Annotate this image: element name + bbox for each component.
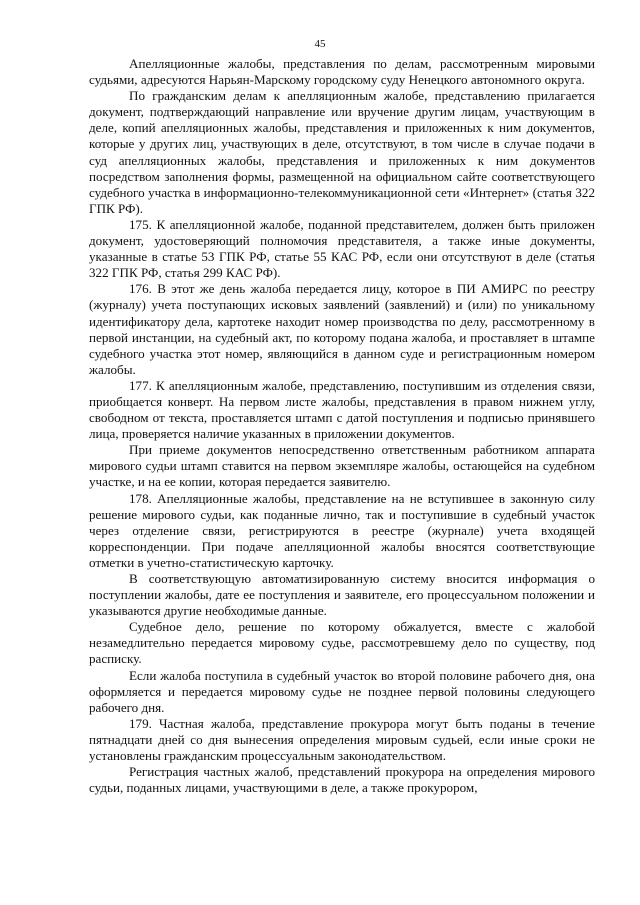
paragraph: 177. К апелляционным жалобе, представлению, поступившим из отделения связи, приобщается конверт. На первом листе жалобы, представления в правом нижнем углу, свободном от текста, проставляется штамп с датой поступления и подписью принявшего лица, проверяется наличие указанных в приложении документов. — [89, 377, 595, 442]
paragraph: Апелляционные жалобы, представления по делам, рассмотренным мировыми судьями, адресуются Нарьян-Марскому городскому суду Ненецкого автономного округа. — [89, 56, 595, 88]
paragraph: 179. Частная жалоба, представление прокурора могут быть поданы в течение пятнадцати дней со дня вынесения определения мировым судьей, если иные сроки не установлены гражданским процессуальным законодательством. — [89, 715, 595, 764]
paragraph: В соответствующую автоматизированную систему вносится информация о поступлении жалобы, дате ее поступления и заявителе, его процессуальном положении и указываются другие необходимые данные. — [89, 571, 595, 619]
paragraph: При приеме документов непосредственно ответственным работником аппарата мирового судьи штамп ставится на первом экземпляре жалобы, остающейся на судебном участке, и на ее копии, которая передается заявителю. — [89, 442, 595, 490]
paragraph: Судебное дело, решение по которому обжалуется, вместе с жалобой незамедлительно передается мировому судье, рассмотревшему дело по существу, под расписку. — [89, 619, 595, 667]
page-number: 45 — [314, 38, 326, 50]
paragraph: По гражданским делам к апелляционным жалобе, представлению прилагается документ, подтверждающий направление или вручение другим лицам, участвующим в деле, копий апелляционных жалобы, представления и приложенных к ним документов, которые у других лиц, участвующих в деле, отсутствуют, в том числе в случае подачи в суд апелляционных жалобы, представления и приложенных к ним документов посредством заполнения формы, размещенной на официальном сайте соответствующего судебного участка в информационно-телекоммуникационной сети «Интернет» (статья 322 ГПК РФ). — [89, 88, 595, 216]
paragraph: 178. Апелляционные жалобы, представление на не вступившее в законную силу решение мирового судьи, как поданные лично, так и поступившие в судебный участок через отделение связи, регистрируются в реестре (журнале) учета входящей корреспонденции. При подаче апелляционной жалобы вносятся соответствующие отметки в учетно-статистическую карточку. — [89, 490, 595, 570]
paragraph: Если жалоба поступила в судебный участок во второй половине рабочего дня, она оформляется и передается мировому судье не позднее первой половины следующего рабочего дня. — [89, 667, 595, 715]
document-body — [89, 56, 595, 796]
paragraph: Регистрация частных жалоб, представлений прокурора на определения мирового судьи, поданных лицами, участвующими в деле, а также прокурором, — [89, 764, 595, 796]
paragraph: 176. В этот же день жалоба передается лицу, которое в ПИ АМИРС по реестру (журналу) учета поступающих исковых заявлений (заявлений) и (или) по уникальному идентификатору дела, картотеке находит номер производства по делу, рассмотренному в первой инстанции, на судебный акт, по которому подана жалоба, и проставляет в штампе судебного участка этот номер, являющийся в данном суде и регистрационным номером жалобы. — [89, 281, 595, 377]
paragraph: 175. К апелляционной жалобе, поданной представителем, должен быть приложен документ, удостоверяющий полномочия представителя, а также иные документы, указанные в статье 53 ГПК РФ, статье 55 КАС РФ, если они отсутствуют в деле (статья 322 ГПК РФ, статья 299 КАС РФ). — [89, 216, 595, 281]
